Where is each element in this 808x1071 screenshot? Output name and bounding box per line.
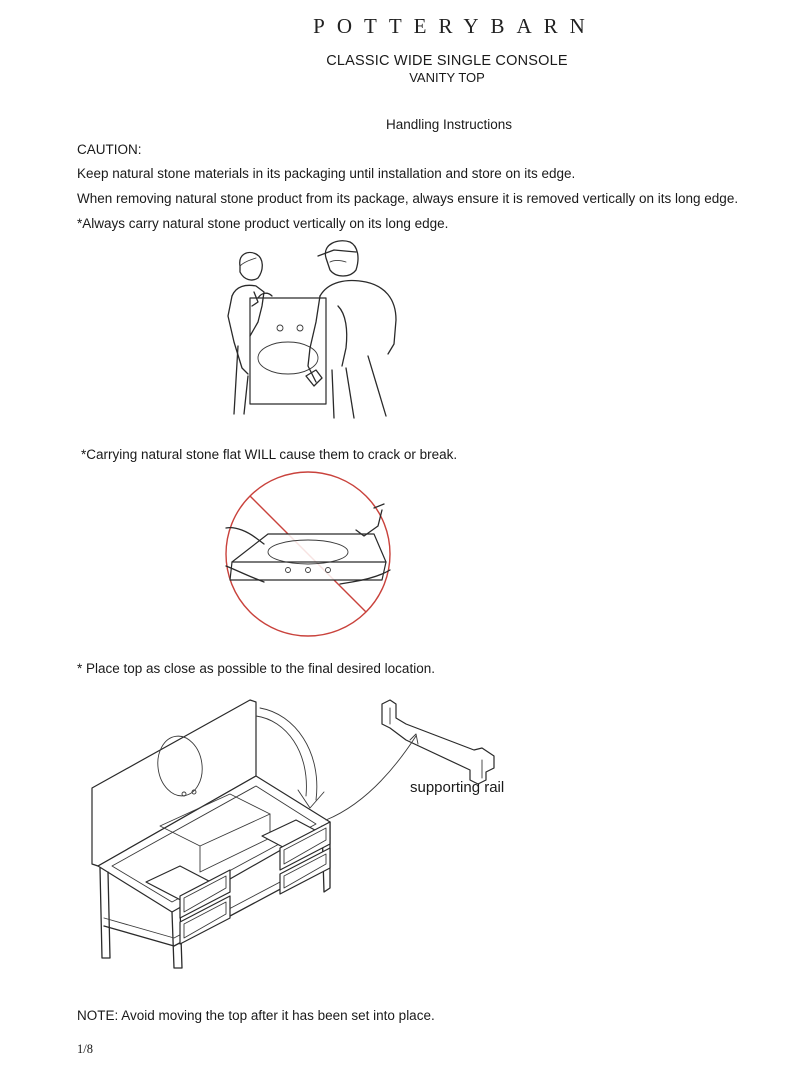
section-heading: Handling Instructions	[385, 117, 513, 132]
supporting-rail-label: supporting rail	[410, 779, 505, 796]
product-title: CLASSIC WIDE SINGLE CONSOLE	[326, 53, 568, 69]
warning-carry-flat: *Carrying natural stone flat WILL cause them to crack or break.	[81, 447, 458, 462]
no-flat-carry-illustration	[224, 470, 394, 640]
instruction-carry: *Always carry natural stone product vertically on its long edge.	[77, 216, 449, 231]
page-number: 1/8	[77, 1042, 93, 1056]
instruction-storage: Keep natural stone materials in its packaging until installation and store on its edge.	[77, 166, 576, 181]
carry-vertical-illustration	[218, 236, 408, 420]
caution-label: CAUTION:	[77, 142, 142, 157]
placement-note: * Place top as close as possible to the final desired location.	[77, 661, 435, 676]
vanity-assembly-illustration	[90, 696, 510, 976]
brand-logo: POTTERYBARN	[313, 14, 597, 38]
final-note: NOTE: Avoid moving the top after it has been set into place.	[77, 1008, 435, 1023]
product-subtitle: VANITY TOP	[409, 70, 485, 85]
instruction-removal: When removing natural stone product from its package, always ensure it is removed vertically on its long edge.	[77, 191, 739, 206]
